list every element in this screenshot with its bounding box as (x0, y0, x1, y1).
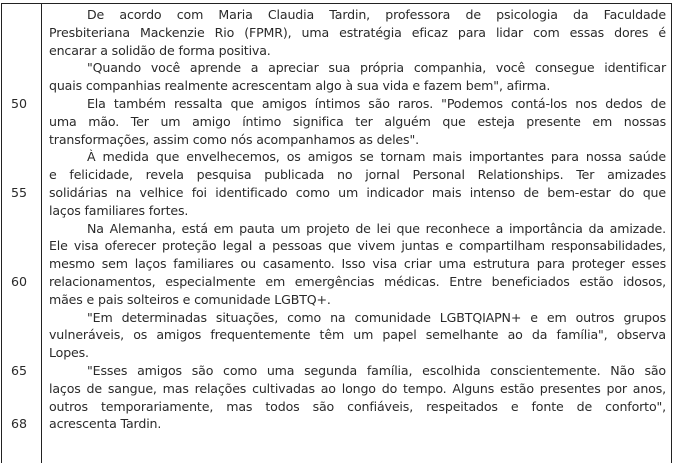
text-line: transformações, assim como nós acompanhamos as deles". (49, 131, 419, 147)
passage-text (49, 6, 666, 433)
text-line: acrescenta Tardin. (49, 416, 162, 432)
text-line: Ela também ressalta que amigos íntimos são raros. "Podemos contá-los nos dedos de (87, 95, 666, 111)
text-line: encarar a solidão de forma positiva. (49, 42, 271, 58)
text-line: uma mão. Ter um amigo íntimo significa ter alguém que esteja presente em nossas (49, 113, 666, 129)
text-line: "Esses amigos são como uma segunda família, escolhida conscientemente. Não são (87, 362, 666, 378)
text-line: solidárias na velhice foi identificado como um indicador mais intenso de bem-estar do que (49, 184, 666, 200)
text-line: e felicidade, revela pesquisa publicada no jornal Personal Relationships. Ter amizades (49, 167, 666, 183)
text-line: "Em determinadas situações, como na comunidade LGBTQIAPN+ e em outros grupos (87, 309, 666, 325)
text-line: Presbiteriana Mackenzie Rio (FPMR), uma estratégia eficaz para lidar com essas dores é (49, 24, 666, 40)
line-number: 55 (11, 185, 28, 200)
text-line: mães e pais solteiros e comunidade LGBTQ+. (49, 291, 331, 307)
text-line: À medida que envelhecemos, os amigos se tornam mais importantes para nossa saúde (87, 149, 666, 165)
text-line: mesmo sem laços familiares ou casamento. Isso visa criar uma estrutura para proteger esses (49, 256, 666, 272)
text-line: laços de sangue, mas relações cultivadas ao longo do tempo. Alguns estão presentes por anos, (49, 380, 666, 396)
text-line: Ele visa oferecer proteção legal a pessoas que vivem juntas e compartilham responsabilidades, (49, 238, 666, 254)
line-number: 65 (11, 363, 28, 378)
text-line: Na Alemanha, está em pauta um projeto de lei que reconhece a importância da amizade. (87, 220, 666, 236)
line-number: 68 (11, 416, 28, 432)
text-line: vulneráveis, os amigos frequentemente têm um papel semelhante ao da família", observa (49, 327, 666, 343)
line-number-divider (41, 3, 42, 463)
line-number: 60 (11, 274, 28, 289)
text-line: relacionamentos, especialmente em emergências médicas. Entre beneficiados estão idosos, (49, 273, 666, 289)
text-line: laços familiares fortes. (49, 202, 189, 218)
text-line: quais companhias realmente acrescentam algo à sua vida e fazem bem", afirma. (49, 78, 551, 94)
line-number: 50 (11, 96, 28, 111)
text-line: Lopes. (49, 345, 89, 361)
text-line: "Quando você aprende a apreciar sua própria companhia, você consegue identificar (87, 60, 666, 76)
text-line: De acordo com Maria Claudia Tardin, professora de psicologia da Faculdade (87, 7, 666, 22)
text-line: outros temporariamente, mas todos são confiáveis, respeitados e fonte de conforto", (49, 398, 666, 414)
